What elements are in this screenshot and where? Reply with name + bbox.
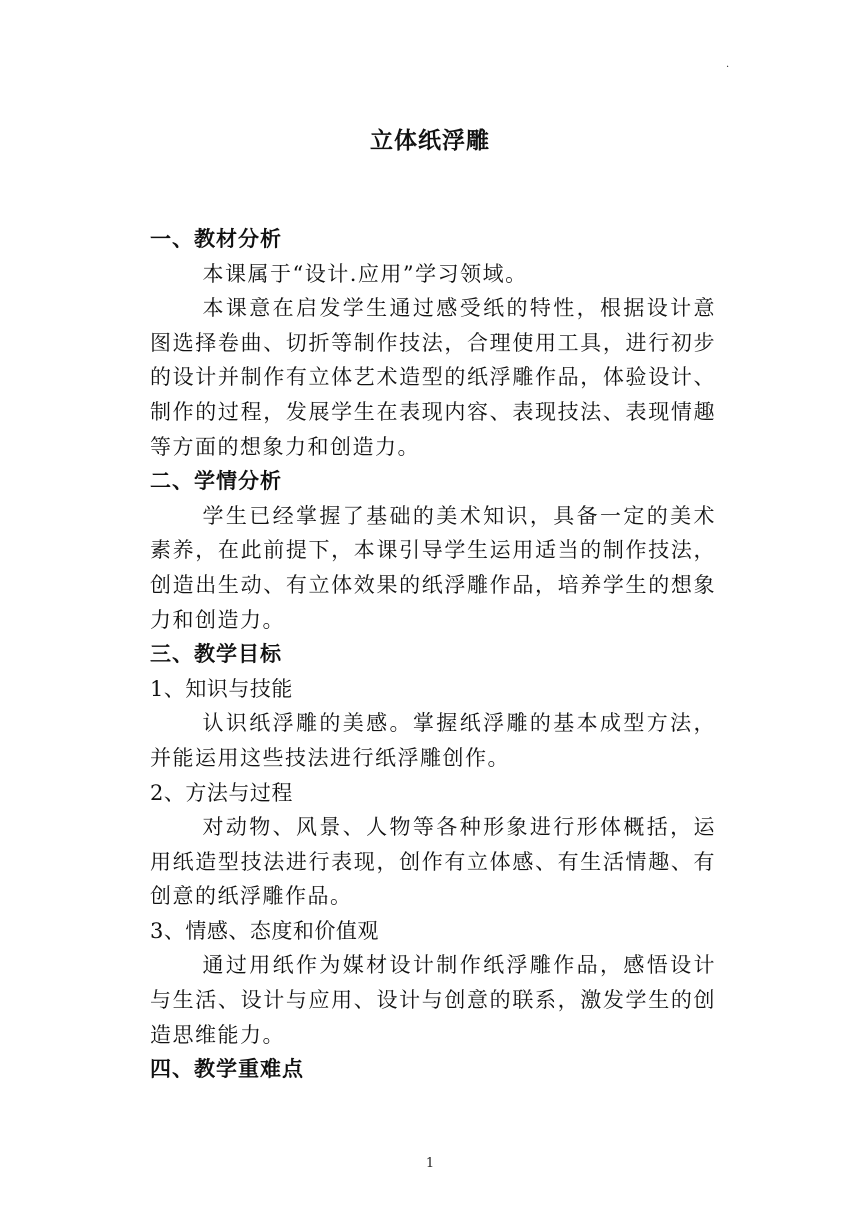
subheading-emotion-values: 3、情感、态度和价值观 — [150, 918, 379, 943]
paragraph-student-analysis: 学生已经掌握了基础的美术知识，具备一定的美术素养，在此前提下，本课引导学生运用适当的制作技法，创造出生动、有立体效果的纸浮雕作品，培养学生的想象力和创造力。 — [150, 503, 716, 632]
page-number: 1 — [425, 1156, 435, 1171]
paragraph-learning-domain: 本课属于“设计.应用”学习领域。 — [202, 261, 528, 286]
paragraph-method-process: 对动物、风景、人物等各种形象进行形体概括，运用纸造型技法进行表现，创作有立体感、有生活情趣、有创意的纸浮雕作品。 — [150, 815, 716, 909]
section-heading-teaching-goals: 三、教学目标 — [150, 642, 282, 667]
section-heading-key-difficulties: 四、教学重难点 — [150, 1057, 304, 1082]
document-title: 立体纸浮雕 — [370, 128, 490, 154]
paragraph-knowledge-skills: 认识纸浮雕的美感。掌握纸浮雕的基本成型方法，并能运用这些技法进行纸浮雕创作。 — [150, 711, 716, 770]
subheading-method-process: 2、方法与过程 — [150, 780, 293, 805]
corner-mark: · — [726, 62, 730, 73]
subheading-knowledge-skills: 1、知识与技能 — [150, 676, 293, 701]
paragraph-lesson-intent: 本课意在启发学生通过感受纸的特性，根据设计意图选择卷曲、切折等制作技法，合理使用工具，进行初步的设计并制作有立体艺术造型的纸浮雕作品，体验设计、制作的过程，发展学生在表现内容、表现技法、表现情趣等方面的想象力和创造力。 — [150, 296, 716, 459]
paragraph-emotion-values: 通过用纸作为媒材设计制作纸浮雕作品，感悟设计与生活、设计与应用、设计与创意的联系，激发学生的创造思维能力。 — [150, 953, 716, 1047]
document-body — [150, 222, 716, 1087]
section-heading-textbook-analysis: 一、教材分析 — [150, 227, 282, 251]
section-heading-student-analysis: 二、学情分析 — [150, 469, 282, 494]
